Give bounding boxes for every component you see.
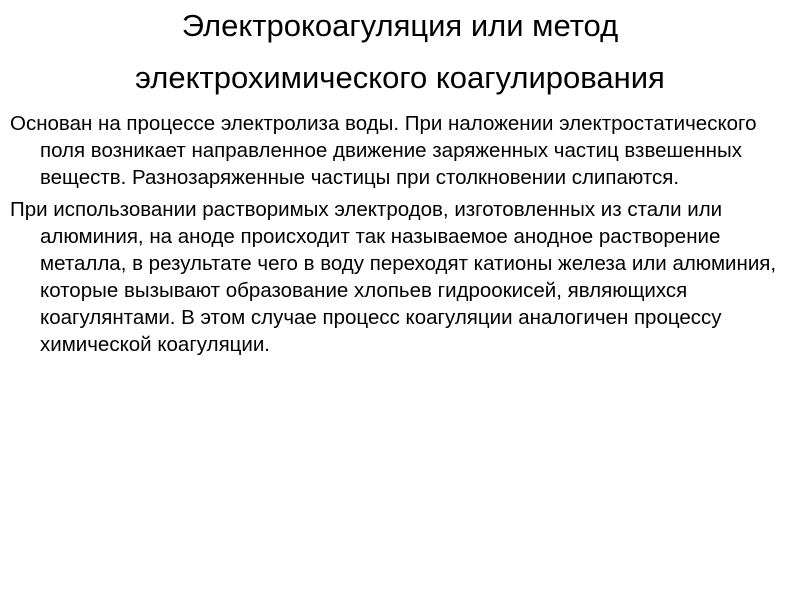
- slide-title-line-2: электрохимического коагулирования: [135, 60, 665, 95]
- slide-title: [0, 0, 800, 104]
- body-paragraph-2: При использовании растворимых электродов, изготовленных из стали или алюминия, на аноде происходит так называемое анодное растворение металла, в результате чего в воду переходят катионы железа или алюминия, которые вызывают образование хлопьев гидроокисей, являющихся коагулянтами. В этом случае процесс коагуляции аналогичен процессу химической коагуляции.: [10, 198, 777, 356]
- slide-title-line-1: Электрокоагуляция или метод: [181, 8, 619, 43]
- slide-body: [10, 110, 790, 363]
- body-paragraph-1: Основан на процессе электролиза воды. При наложении электростатического поля возникает направленное движение заряженных частиц взвешенных веществ. Разнозаряженные частицы при столкновении слипаются.: [10, 112, 757, 189]
